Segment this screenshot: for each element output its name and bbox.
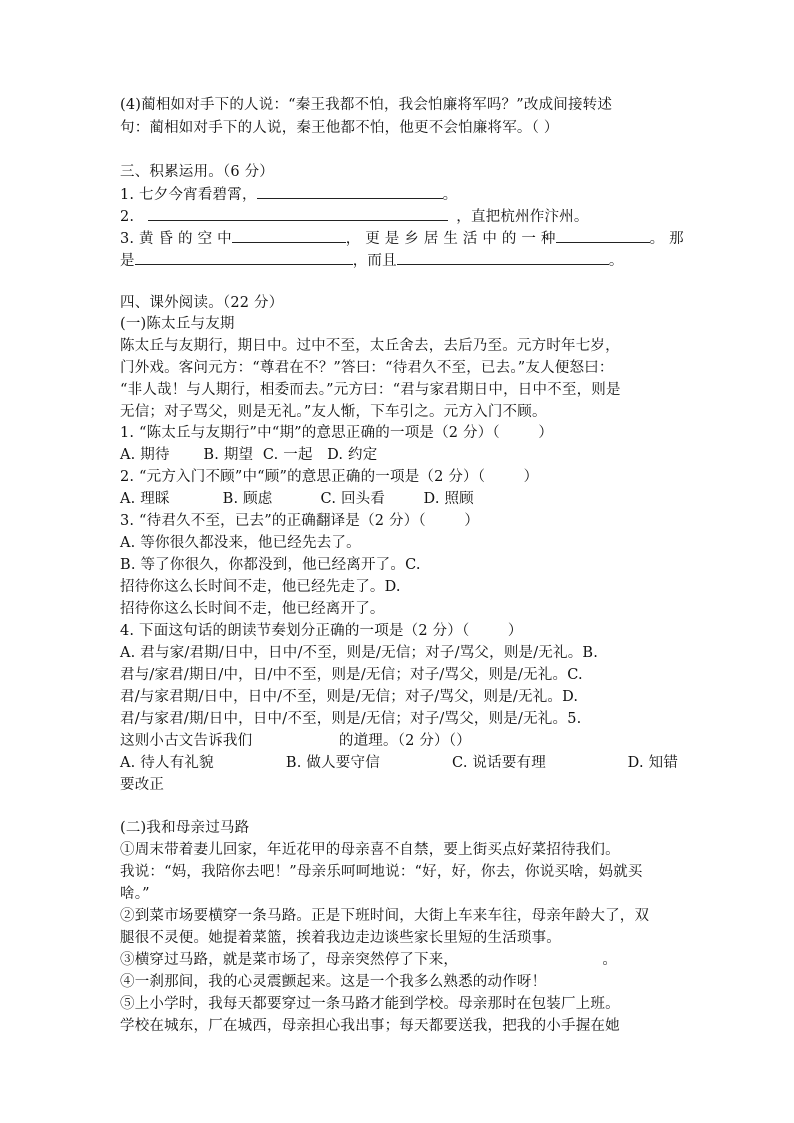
passage1-options: B. 等了你很久，你都没到，他已经离开了。C. <box>120 557 421 573</box>
passage1-options: 要改正 <box>120 777 165 793</box>
item3b-prefix: 是 <box>120 253 135 269</box>
passage1-options: A. 君与家/君期/日中，日中/不至，则是/无信；对子/骂父，则是/无礼。B. <box>120 645 599 661</box>
item3-suffix: 。 那 <box>649 231 684 247</box>
section3-item3 <box>120 227 684 250</box>
passage1-options: 君/与家君/期/日中，日中/不至，则是/无信；对子/骂父，则是/无礼。5. <box>120 711 582 727</box>
passage2-text: ①周末带着妻儿回家，年近花甲的母亲喜不自禁，要上街买点好菜招待我们。 <box>120 842 620 858</box>
passage1-question: 这则小古文告诉我们 的道理。（2 分）（） <box>120 733 471 749</box>
passage2-title: (二)我和母亲过马路 <box>120 820 250 836</box>
passage1-question: 4. 下面这句话的朗读节奏划分正确的一项是（2 分）（ ） <box>120 623 523 639</box>
passage2-text: 啥。” <box>120 886 150 902</box>
passage2-text: 腿很不灵便。她提着菜篮，挨着我边走边谈些家长里短的生活琐事。 <box>120 930 561 946</box>
answer-blank[interactable] <box>257 183 443 199</box>
item3-prefix: 3. 黄 昏 的 空 中 <box>120 231 232 247</box>
passage1-question: 2. “元方入门不顾”中“顾”的意思正确的一项是（2 分）（ ） <box>120 469 539 485</box>
passage1-text: 门外戏。客问元方：“尊君在不？”答曰：“待君久不至，已去。”友人便怒曰： <box>120 360 614 376</box>
item2-prefix: 2. <box>120 209 135 225</box>
passage1-question: 3. “待君久不至，已去”的正确翻译是（2 分）（ ） <box>120 513 480 529</box>
section3-item2 <box>120 205 589 228</box>
section4-heading: 四、课外阅读。（22 分） <box>120 295 284 311</box>
passage1-options: A. 期待 B. 期望 C. 一起 D. 约定 <box>120 447 378 463</box>
answer-blank[interactable] <box>556 227 650 243</box>
passage2-text: ②到菜市场要横穿一条马路。正是下班时间，大街上车来车往，母亲年龄大了，双 <box>120 908 650 924</box>
q4-line1: (4)蔺相如对手下的人说：“秦王我都不怕，我会怕廉将军吗？”改成间接转述 <box>120 97 613 113</box>
passage1-question: 1. “陈太丘与友期行”中“期”的意思正确的一项是（2 分）（ ） <box>120 425 554 441</box>
item3-mid: ， 更 是 乡 居 生 活 中 的 一 种 <box>345 231 556 247</box>
passage1-title: (一)陈太丘与友期 <box>120 316 235 332</box>
passage1-options: 君与/家君/期日/中，日/中不至，则是/无信；对子/骂父，则是/无礼。C. <box>120 667 583 683</box>
section3-item1 <box>120 183 457 206</box>
answer-blank[interactable] <box>397 249 609 265</box>
passage1-options: 君/与家君期/日中，日中/不至，则是/无信；对子/骂父，则是/无礼。D. <box>120 689 579 705</box>
passage1-options: 招待你这么长时间不走，他已经离开了。 <box>120 601 385 617</box>
answer-blank[interactable] <box>232 227 346 243</box>
passage2-text: 我说：“妈，我陪你去吧！”母亲乐呵呵地说：“好，好，你去，你说买啥，妈就买 <box>120 864 643 880</box>
section3-heading: 三、积累运用。（6 分） <box>120 164 274 180</box>
item2-suffix: ，直把杭州作汴州。 <box>456 209 589 225</box>
passage1-options: A. 理睬 B. 顾虑 C. 回头看 D. 照顾 <box>120 491 474 507</box>
answer-blank[interactable] <box>148 205 448 221</box>
item3b-suffix: 。 <box>608 253 624 269</box>
passage1-text: 无信；对子骂父，则是无礼。”友人惭，下车引之。元方入门不顾。 <box>120 404 547 420</box>
passage2-text: 学校在城东，厂在城西，母亲担心我出事；每天都要送我，把我的小手握在她 <box>120 1018 620 1034</box>
item1-suffix: 。 <box>442 187 458 203</box>
item3b-mid: ，而且 <box>352 253 397 269</box>
answer-blank[interactable] <box>135 249 353 265</box>
item1-prefix: 1. 七夕今宵看碧霄， <box>120 187 257 203</box>
passage1-text: 陈太丘与友期行，期日中。过中不至，太丘舍去，去后乃至。元方时年七岁， <box>120 338 620 354</box>
section3-item3-cont <box>120 249 624 272</box>
passage1-options: A. 等你很久都没来，他已经先去了。 <box>120 535 361 551</box>
q4-line2: 句：蔺相如对手下的人说，秦王他都不怕，他更不会怕廉将军。（ ） <box>120 120 559 136</box>
passage1-text: “非人哉！与人期行，相委而去。”元方曰：“君与家君期日中，日中不至，则是 <box>120 382 621 398</box>
passage2-text: ⑤上小学时，我每天都要穿过一条马路才能到学校。母亲那时在包装厂上班。 <box>120 996 620 1012</box>
passage2-text: ③横穿过马路，就是菜市场了，母亲突然停了下来， 。 <box>120 952 618 968</box>
passage2-text: ④一刹那间，我的心灵震颤起来。这是一个我多么熟悉的动作呀！ <box>120 974 547 990</box>
passage1-options: 招待你这么长时间不走，他已经先走了。D. <box>120 579 401 595</box>
passage1-options: A. 待人有礼貌 B. 做人要守信 C. 说话要有理 D. 知错 <box>120 755 679 771</box>
